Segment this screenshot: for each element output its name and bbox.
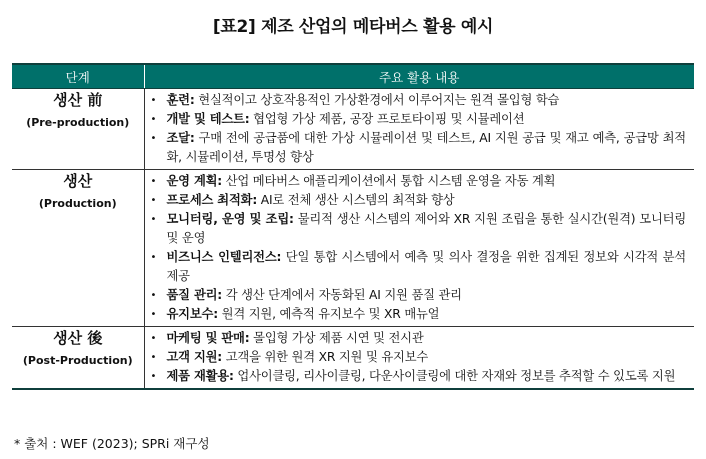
- list-item: [145, 248, 687, 286]
- list-item: [145, 367, 687, 386]
- stage-english-name: (Production): [38, 197, 117, 210]
- list-item: [145, 305, 687, 324]
- item-label: 마케팅 및 판매:: [166, 331, 250, 345]
- list-item: [145, 129, 687, 167]
- bullet-icon: •: [150, 214, 157, 225]
- list-item: [145, 110, 687, 129]
- item-text: 산업 메타버스 애플리케이션에서 통합 시스템 운영을 자동 계획: [222, 174, 556, 188]
- list-item: [145, 91, 687, 110]
- list-item: [145, 329, 687, 348]
- stage-cell: [12, 89, 144, 170]
- stage-english-name: (Post-Production): [22, 354, 133, 367]
- item-text: 몰입형 가상 제품 시연 및 전시관: [249, 331, 424, 345]
- table-header-row: [12, 64, 694, 89]
- uses-cell: [144, 89, 694, 170]
- stage-cell: [12, 170, 144, 327]
- bullet-icon: •: [150, 195, 157, 206]
- uses-cell: [144, 327, 694, 390]
- item-text: 원격 지원, 예측적 유지보수 및 XR 매뉴얼: [217, 307, 440, 321]
- item-label: 유지보수:: [166, 307, 218, 321]
- bullet-icon: •: [150, 352, 157, 363]
- stage-name: 생산 後: [53, 329, 103, 347]
- item-label: 훈련:: [166, 93, 195, 107]
- metaverse-usage-table: [12, 63, 694, 390]
- list-item: [145, 286, 687, 305]
- list-item: [145, 210, 687, 248]
- bullet-icon: •: [150, 133, 157, 144]
- table-row: [12, 327, 694, 390]
- item-label: 운영 계획:: [166, 174, 223, 188]
- stage-name: 생산: [63, 172, 93, 190]
- item-text: 고객을 위한 원격 XR 지원 및 유지보수: [222, 350, 429, 364]
- uses-list: [145, 170, 695, 326]
- list-item: [145, 172, 687, 191]
- item-text: AI로 전체 생산 시스템의 최적화 향상: [257, 193, 455, 207]
- uses-list: [145, 89, 695, 169]
- list-item: [145, 348, 687, 367]
- table-row: [12, 89, 694, 170]
- bullet-icon: •: [150, 114, 157, 125]
- list-item: [145, 191, 687, 210]
- header-uses: 주요 활용 내용: [144, 64, 694, 89]
- bullet-icon: •: [150, 290, 157, 301]
- bullet-icon: •: [150, 371, 157, 382]
- bullet-icon: •: [150, 309, 157, 320]
- item-label: 고객 지원:: [166, 350, 223, 364]
- bullet-icon: •: [150, 95, 157, 106]
- bullet-icon: •: [150, 176, 157, 187]
- item-text: 업사이클링, 리사이클링, 다운사이클링에 대한 자재와 정보를 추적할 수 있도록 지원: [233, 369, 676, 383]
- table-title: [표2] 제조 산업의 메타버스 활용 예시: [212, 17, 494, 37]
- uses-cell: [144, 170, 694, 327]
- header-stage: 단계: [12, 64, 144, 89]
- item-label: 비즈니스 인텔리전스:: [166, 250, 282, 264]
- bullet-icon: •: [150, 333, 157, 344]
- item-label: 모니터링, 운영 및 조립:: [166, 212, 294, 226]
- stage-cell: [12, 327, 144, 390]
- item-text: 물리적 생산 시스템의 제어와 XR 지원 조립을 통한 실시간(원격) 모니터링 및 운영: [166, 212, 687, 245]
- item-label: 품질 관리:: [166, 288, 223, 302]
- item-text: 구매 전에 공급품에 대한 가상 시뮬레이션 및 테스트, AI 지원 공급 및 재고 예측, 공급망 최적화, 시뮬레이션, 투명성 향상: [166, 131, 686, 164]
- item-text: 단일 통합 시스템에서 예측 및 의사 결정을 위한 집계된 정보와 시각적 분석 제공: [166, 250, 686, 283]
- item-text: 현실적이고 상호작용적인 가상환경에서 이루어지는 원격 몰입형 학습: [194, 93, 560, 107]
- source-note: * 출처 : WEF (2023); SPRi 재구성: [14, 436, 210, 451]
- item-label: 조달:: [166, 131, 195, 145]
- item-text: 각 생산 단계에서 자동화된 AI 지원 품질 관리: [222, 288, 462, 302]
- table-row: [12, 170, 694, 327]
- item-label: 프로세스 최적화:: [166, 193, 258, 207]
- item-label: 제품 재활용:: [166, 369, 234, 383]
- uses-list: [145, 327, 695, 388]
- item-text: 협업형 가상 제품, 공장 프로토타이핑 및 시뮬레이션: [249, 112, 525, 126]
- stage-english-name: (Pre-production): [26, 116, 130, 129]
- bullet-icon: •: [150, 252, 157, 263]
- item-label: 개발 및 테스트:: [166, 112, 250, 126]
- stage-name: 생산 前: [53, 91, 103, 109]
